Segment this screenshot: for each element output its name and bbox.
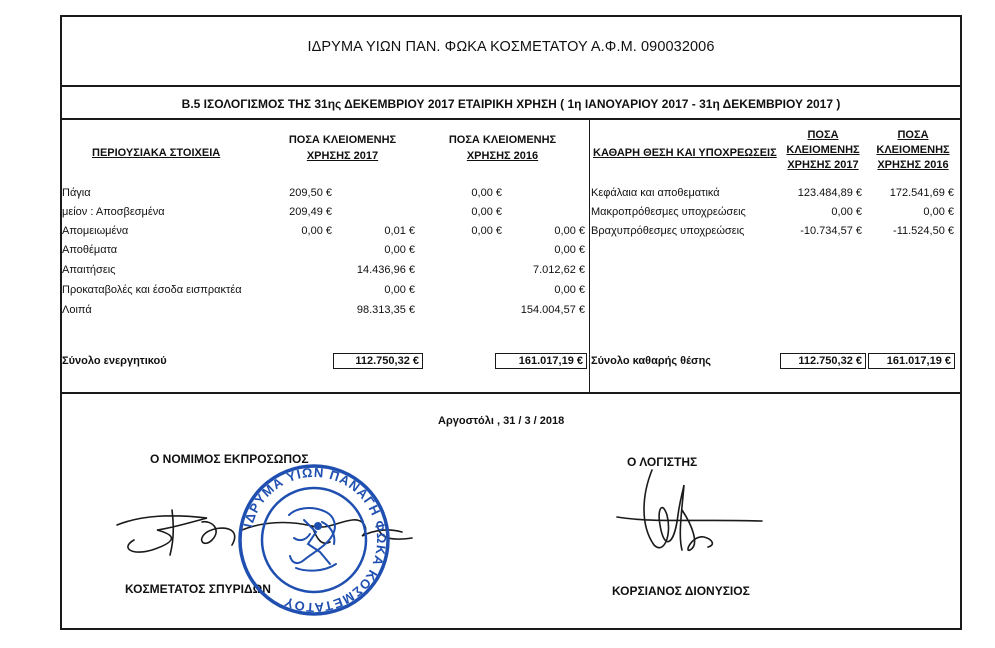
liabilities-total-2016: 161.017,19 €: [868, 353, 955, 369]
foundation-stamp: [234, 460, 394, 620]
divider: [62, 392, 960, 394]
accountant-name: ΚΟΡΣΙΑΝΟΣ ΔΙΟΝΥΣΙΟΣ: [612, 584, 750, 598]
liabilities-col2017-header: ΠΟΣΑ ΚΛΕΙΟΜΕΝΗΣ ΧΡΗΣΗΣ 2017: [786, 129, 860, 171]
representative-name: ΚΟΣΜΕΤΑΤΟΣ ΣΠΥΡΙΔΩΝ: [125, 582, 271, 596]
stamp-emblem: [289, 508, 336, 571]
column-divider: [589, 118, 590, 392]
liabilities-col2016-header: ΠΟΣΑ ΚΛΕΙΟΜΕΝΗΣ ΧΡΗΣΗΣ 2016: [876, 129, 950, 171]
document-title: ΙΔΡΥΜΑ ΥΙΩΝ ΠΑΝ. ΦΩΚΑ ΚΟΣΜΕΤΑΤΟΥ Α.Φ.Μ. 090032006: [307, 39, 715, 55]
document-subtitle: Β.5 ΙΣΟΛΟΓΙΣΜΟΣ ΤΗΣ 31ης ΔΕΚΕΜΒΡΙΟΥ 2017 ΕΤΑΙΡΙΚΗ ΧΡΗΣΗ ( 1η ΙΑΝΟΥΑΡΙΟΥ 2017 - 31η ΔΕΚΕΜΒΡΙΟΥ 2017 ): [181, 97, 841, 111]
accountant-title: Ο ΛΟΓΙΣΤΗΣ: [627, 455, 698, 469]
assets-heading: ΠΕΡΙΟΥΣΙΑΚΑ ΣΤΟΙΧΕΙΑ: [92, 147, 221, 159]
divider: [62, 85, 960, 87]
accountant-signature: [612, 455, 772, 565]
representative-title: Ο ΝΟΜΙΜΟΣ ΕΚΠΡΟΣΩΠΟΣ: [150, 452, 309, 466]
assets-col2017-header: ΠΟΣΑ ΚΛΕΙΟΜΕΝΗΣ ΧΡΗΣΗΣ 2017: [288, 134, 397, 162]
assets-total-2017: 112.750,32 €: [333, 353, 423, 369]
stamp-text: ΙΔΡΥΜΑ ΥΙΩΝ ΠΑΝΑΓΗ ΦΩΚΑ ΚΟΣΜΕΤΑΤΟΥ: [240, 464, 390, 616]
liabilities-heading: ΚΑΘΑΡΗ ΘΕΣΗ ΚΑΙ ΥΠΟΧΡΕΩΣΕΙΣ: [593, 147, 777, 159]
divider: [62, 118, 960, 120]
place-date: Αργοστόλι , 31 / 3 / 2018: [438, 415, 565, 427]
assets-col2016-header: ΠΟΣΑ ΚΛΕΙΟΜΕΝΗΣ ΧΡΗΣΗΣ 2016: [448, 134, 557, 162]
assets-total-2016: 161.017,19 €: [495, 353, 587, 369]
liabilities-total-2017: 112.750,32 €: [780, 353, 866, 369]
